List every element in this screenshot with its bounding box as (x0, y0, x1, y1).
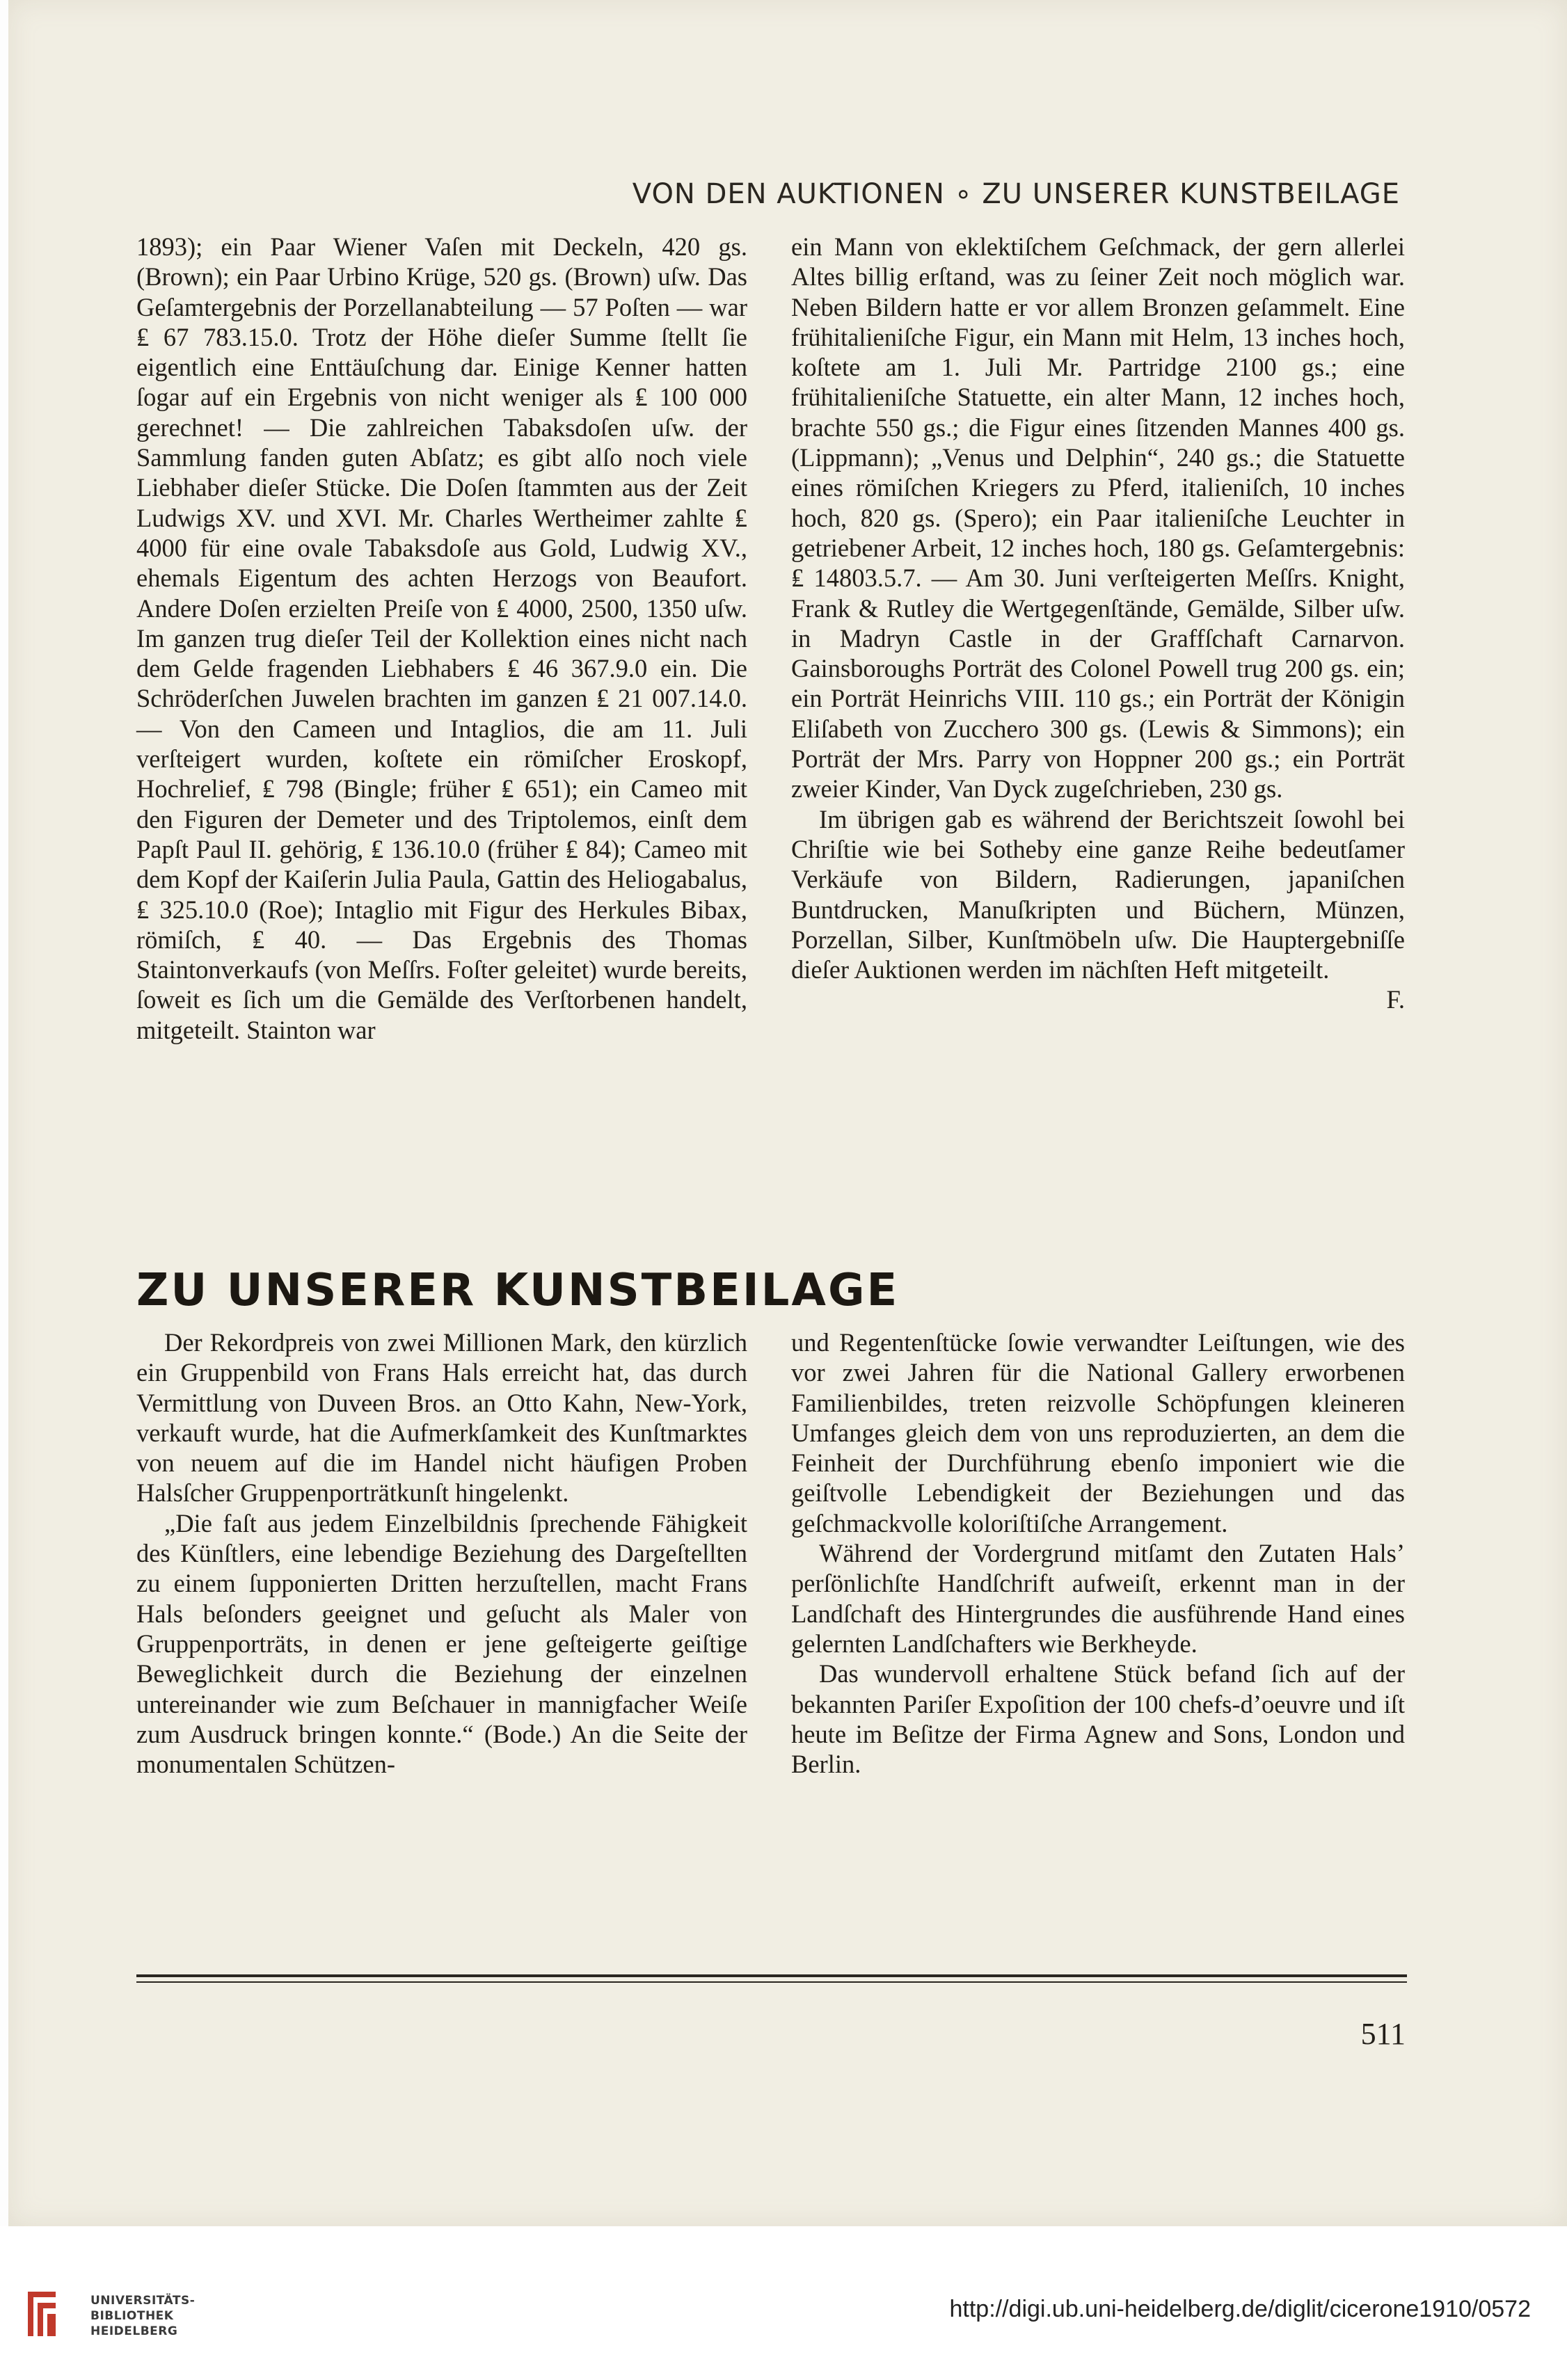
source-url-link[interactable]: http://digi.ub.uni-heidelberg.de/diglit/cicerone1910/0572 (949, 2296, 1531, 2322)
library-name (90, 2293, 195, 2339)
ub-heidelberg-logo-icon (21, 2287, 63, 2340)
paragraph: „Die faſt aus jedem Einzelbildnis ſprechende Fähigkeit des Künſtlers, eine lebendige Beziehung des Dargeſtellten zu einem ſupponierten Dritten herzuſtellen, macht Frans Hals beſonders geeignet und geſucht als Maler von Gruppenporträts, in denen er jene geſteigerte geiſtige Beweglichkeit durch die Beziehung der einzelnen untereinander wie zum Beſchauer in mannigfacher Weiſe zum Ausdruck bringen konnte.“ (Bode.) An die Seite der monumentalen Schützen- (136, 1508, 747, 1779)
paragraph: Während der Vordergrund mitſamt den Zutaten Hals’ perſönlichſte Handſchrift aufweiſt, erkennt man in der Landſchaft des Hintergrundes die ausführende Hand eines gelernten Landſchafters wie Berkheyde. (791, 1539, 1405, 1658)
column-left-auktionen (136, 232, 747, 1045)
running-head: VON DEN AUKTIONEN ∘ ZU UNSERER KUNSTBEILAGE (632, 178, 1400, 210)
page-number: 511 (1360, 2017, 1406, 2051)
paragraph: Im übrigen gab es während der Berichtszeit ſowohl bei Chriſtie wie bei Sotheby eine ganze Reihe bedeutſamer Verkäufe von Bildern, Radierungen, japaniſchen Buntdrucken, Manuſkripten und Büchern, Münzen, Porzellan, Silber, Kunſtmöbeln uſw. Die Hauptergebniſſe dieſer Auktionen werden im nächſten Heft mitgeteilt. (791, 804, 1405, 984)
column-right-auktionen (791, 232, 1405, 1015)
paragraph: Der Rekordpreis von zwei Millionen Mark, den kürzlich ein Gruppenbild von Frans Hals erreicht hat, das durch Vermittlung von Duveen Bros. an Otto Kahn, New-York, verkauft wurde, hat die Aufmerkſamkeit des Kunſtmarktes von neuem auf die im Handel nicht häufigen Proben Halsſcher Gruppenporträtkunſt hingelenkt. (136, 1328, 747, 1508)
library-name-line: HEIDELBERG (90, 2324, 178, 2338)
column-left-kunstbeilage (136, 1327, 747, 1779)
paragraph: 1893); ein Paar Wiener Vaſen mit Deckeln, 420 gs. (Brown); ein Paar Urbino Krüge, 520 gs. (Brown) uſw. Das Geſamtergebnis der Porzellanabteilung — 57 Poſten — war ₤ 67 783.15.0. Trotz der Höhe dieſer Summe ſtellt ſie eigentlich eine Enttäuſchung dar. Einige Kenner hatten ſogar auf ein Ergebnis von nicht weniger als ₤ 100 000 gerechnet! — Die zahlreichen Tabaksdoſen uſw. der Sammlung fanden guten Abſatz; es gibt alſo noch viele Liebhaber dieſer Stücke. Die Doſen ſtammten aus der Zeit Ludwigs XV. und XVI. Mr. Charles Wertheimer zahlte ₤ 4000 für eine ovale Tabaksdoſe aus Gold, Ludwig XV., ehemals Eigentum des achten Herzogs von Beaufort. Andere Doſen erzielten Preiſe von ₤ 4000, 2500, 1350 uſw. Im ganzen trug dieſer Teil der Kollektion eines nicht nach dem Gelde fragenden Liebhabers ₤ 46 367.9.0 ein. Die Schröderſchen Juwelen brachten im ganzen ₤ 21 007.14.0. — Von den Cameen und Intaglios, die am 11. Juli verſteigert wurden, koſtete ein römiſcher Eroskopf, Hochrelief, ₤ 798 (Bingle; früher ₤ 651); ein Cameo mit den Figuren der Demeter und des Triptolemos, einſt dem Papſt Paul II. gehörig, ₤ 136.10.0 (früher ₤ 84); Cameo mit dem Kopf der Kaiſerin Julia Paula, Gattin des Heliogabalus, ₤ 325.10.0 (Roe); Intaglio mit Figur des Herkules Bibax, römiſch, ₤ 40. — Das Ergebnis des Thomas Staintonverkaufs (von Meſſrs. Foſter geleitet) wurde bereits, ſoweit es ſich um die Gemälde des Verſtorbenen handelt, mitgeteilt. Stainton war (136, 232, 747, 1044)
footer-rule-thick (136, 1974, 1407, 1977)
column-right-kunstbeilage (791, 1327, 1405, 1779)
section-heading: ZU UNSERER KUNSTBEILAGE (136, 1265, 900, 1316)
library-name-line: BIBLIOTHEK (90, 2309, 174, 2323)
footer-rule-thin (136, 1981, 1407, 1983)
paragraph: Das wundervoll erhaltene Stück befand ſich auf der bekannten Pariſer Expoſition der 100 chefs-d’oeuvre und iſt heute im Beſitze der Firma Agnew and Sons, London und Berlin. (791, 1659, 1405, 1779)
library-name-line: UNIVERSITÄTS- (90, 2294, 196, 2308)
paragraph: und Regentenſtücke ſowie verwandter Leiſtungen, wie des vor zwei Jahren für die National Gallery erworbenen Familienbildes, treten reizvolle Schöpfungen kleineren Umfanges gleich dem von uns reproduzierten, an dem die Feinheit der Durchführung ebenſo imponiert wie die geiſtvolle Lebendigkeit der Beziehungen und das geſchmackvolle koloriſtiſche Arrangement. (791, 1328, 1405, 1538)
author-signature: F. (1386, 985, 1405, 1014)
paragraph: ein Mann von eklektiſchem Geſchmack, der gern allerlei Altes billig erſtand, was zu ſeiner Zeit noch möglich war. Neben Bildern hatte er vor allem Bronzen geſammelt. Eine frühitalieniſche Figur, ein Mann mit Helm, 13 inches hoch, koſtete am 1. Juli Mr. Partridge 2100 gs.; eine frühitalieniſche Statuette, ein alter Mann, 12 inches hoch, brachte 550 gs.; die Figur eines ſitzenden Mannes 400 gs. (Lippmann); „Venus und Delphin“, 240 gs.; die Statuette eines römiſchen Kriegers zu Pferd, italieniſch, 10 inches hoch, 820 gs. (Spero); ein Paar italieniſche Leuchter in getriebener Arbeit, 12 inches hoch, 180 gs. Geſamtergebnis: ₤ 14803.5.7. — Am 30. Juni verſteigerten Meſſrs. Knight, Frank & Rutley die Wertgegenſtände, Gemälde, Silber uſw. in Madryn Castle in der Graffſchaft Carnarvon. Gainsboroughs Porträt des Colonel Powell trug 200 gs. ein; ein Porträt Heinrichs VIII. 110 gs.; ein Porträt der Königin Eliſabeth von Zucchero 300 gs. (Lewis & Simmons); ein Porträt der Mrs. Parry von Hoppner 200 gs.; ein Porträt zweier Kinder, Van Dyck zugeſchrieben, 230 gs. (791, 232, 1405, 804)
